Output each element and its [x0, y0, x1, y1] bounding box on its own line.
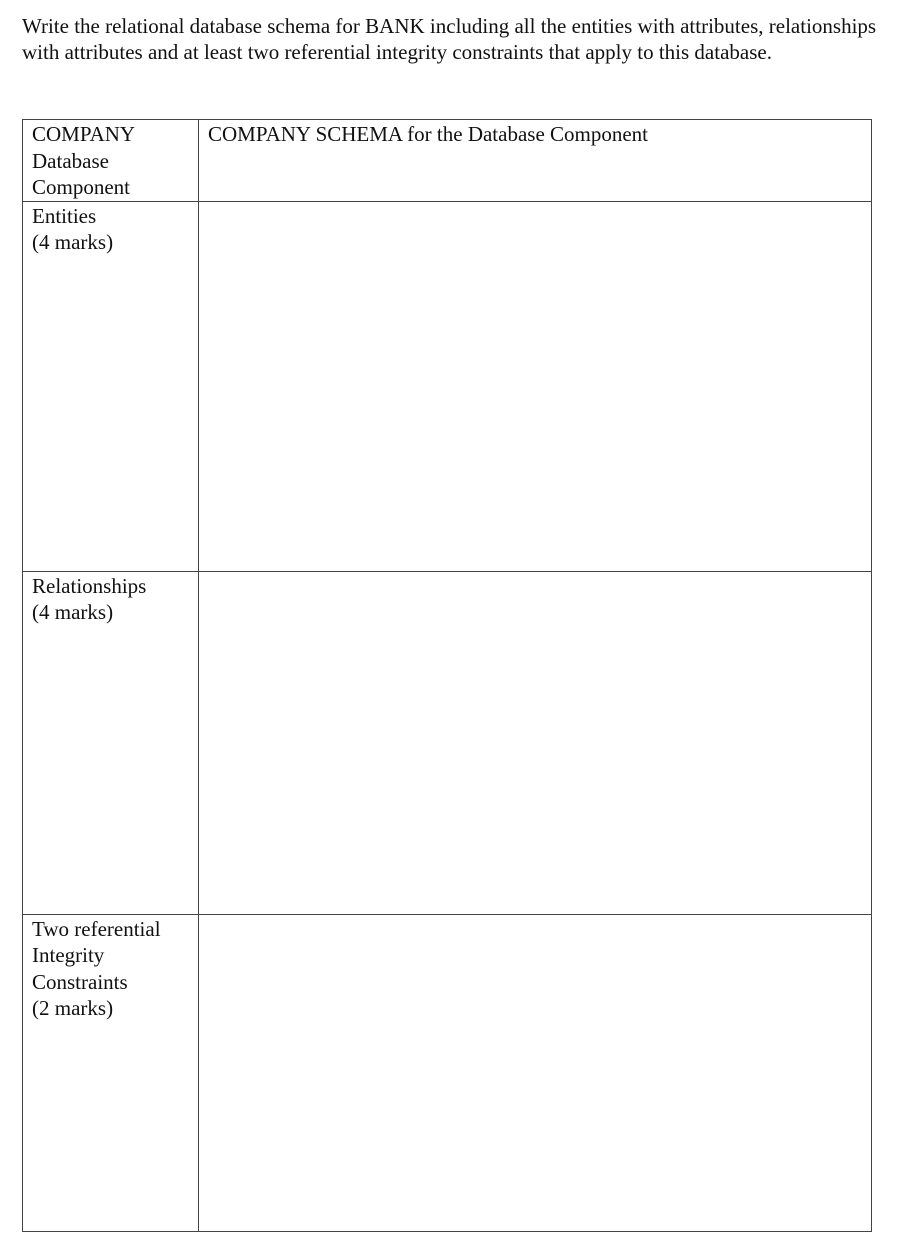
relationships-row — [23, 571, 872, 914]
table-header-row — [23, 120, 872, 202]
constraints-row — [23, 914, 872, 1231]
constraints-label: Two referential Integrity Constraints (2 marks) — [23, 914, 199, 1231]
entities-label: Entities (4 marks) — [23, 201, 199, 571]
constraints-answer-cell[interactable] — [199, 914, 872, 1231]
relationships-answer-cell[interactable] — [199, 571, 872, 914]
relationships-label: Relationships (4 marks) — [23, 571, 199, 914]
header-schema-cell: COMPANY SCHEMA for the Database Component — [199, 120, 872, 202]
entities-row — [23, 201, 872, 571]
entities-answer-cell[interactable] — [199, 201, 872, 571]
question-text: Write the relational database schema for BANK including all the entities with attributes, relationships with attributes and at least two referential integrity constraints that apply to this database. — [22, 14, 877, 64]
schema-table — [22, 119, 872, 1232]
header-component-cell: COMPANY Database Component — [23, 120, 199, 202]
